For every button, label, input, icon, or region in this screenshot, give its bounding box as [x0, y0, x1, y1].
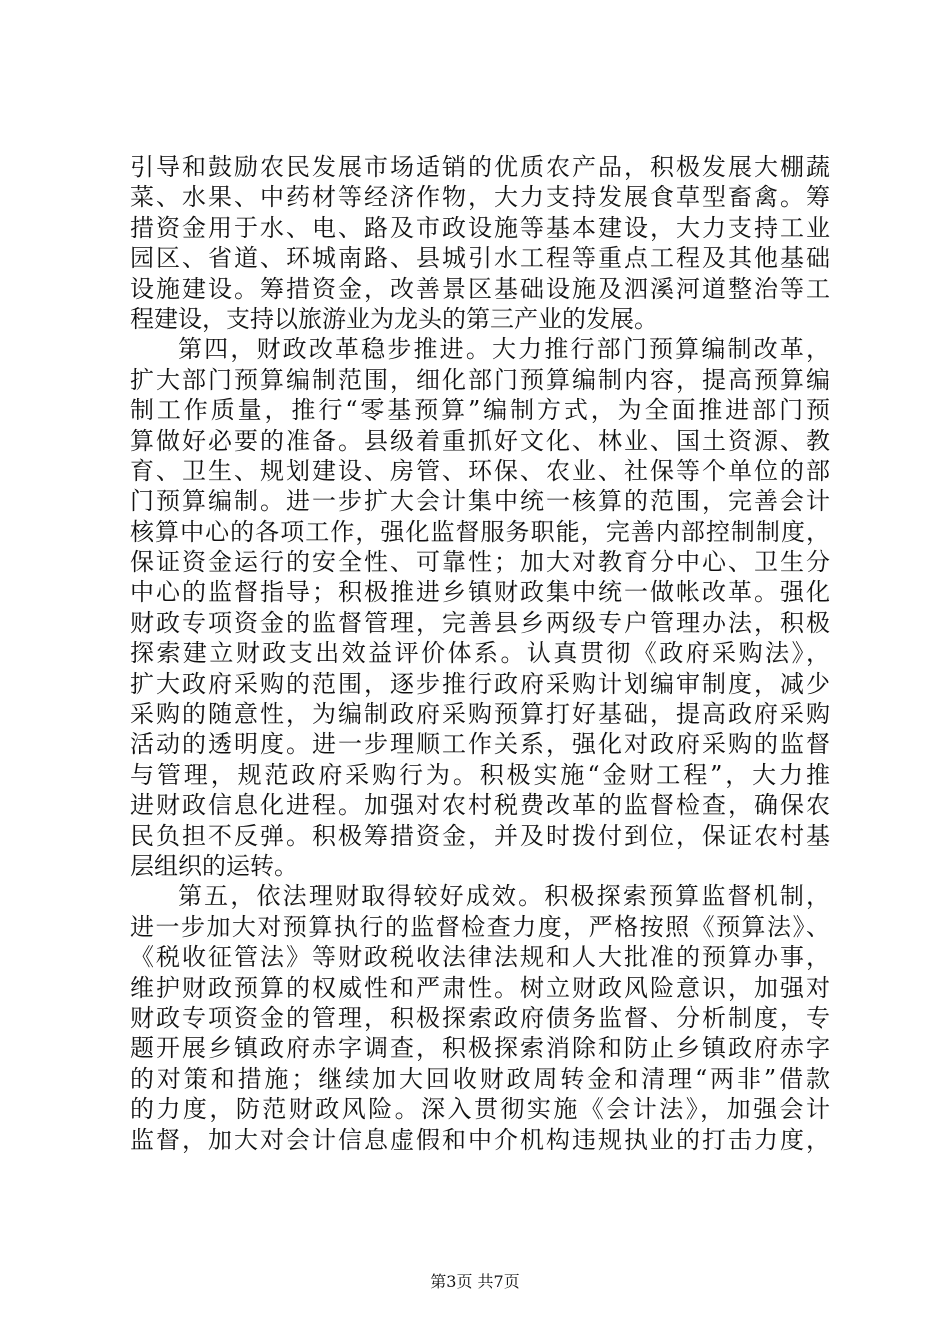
text-line: 门预算编制。进一步扩大会计集中统一核算的范围，完善会计 — [130, 487, 830, 516]
text-line: 程建设，支持以旅游业为龙头的第三产业的发展。 — [130, 304, 658, 333]
text-line: 探索建立财政支出效益评价体系。认真贯彻《政府采购法》， — [130, 639, 830, 668]
text-line: 《税收征管法》等财政税收法律法规和人大批准的预算办事， — [130, 943, 830, 972]
text-line: 算做好必要的准备。县级着重抓好文化、林业、国土资源、教 — [130, 426, 830, 455]
text-line: 与管理，规范政府采购行为。积极实施“金财工程”，大力推 — [130, 760, 830, 789]
text-line: 活动的透明度。进一步理顺工作关系，强化对政府采购的监督 — [130, 730, 830, 759]
text-line: 菜、水果、中药材等经济作物，大力支持发展食草型畜禽。筹 — [130, 183, 830, 212]
text-line: 民负担不反弹。积极筹措资金，并及时拨付到位，保证农村基 — [130, 821, 830, 850]
text-line: 财政专项资金的管理，积极探索政府债务监督、分析制度，专 — [130, 1003, 830, 1032]
text-line: 进财政信息化进程。加强对农村税费改革的监督检查，确保农 — [130, 791, 830, 820]
text-line: 措资金用于水、电、路及市政设施等基本建设，大力支持工业 — [130, 213, 830, 242]
text-line: 监督，加大对会计信息虚假和中介机构违规执业的打击力度， — [130, 1125, 830, 1154]
text-line: 核算中心的各项工作，强化监督服务职能，完善内部控制制度， — [130, 517, 830, 546]
text-line: 育、卫生、规划建设、房管、环保、农业、社保等个单位的部 — [130, 456, 830, 485]
body-text — [130, 152, 830, 1155]
page-number-footer: 第3页 共7页 — [430, 1272, 520, 1291]
text-line: 设施建设。筹措资金，改善景区基础设施及泗溪河道整治等工 — [130, 274, 830, 303]
paragraph-start-line: 第五，依法理财取得较好成效。积极探索预算监督机制， — [178, 882, 830, 911]
text-line: 维护财政预算的权威性和严肃性。树立财政风险意识，加强对 — [130, 973, 830, 1002]
text-line: 引导和鼓励农民发展市场适销的优质农产品，积极发展大棚蔬 — [130, 153, 830, 181]
text-line: 采购的随意性，为编制政府采购预算打好基础，提高政府采购 — [130, 700, 830, 729]
text-line: 扩大部门预算编制范围，细化部门预算编制内容，提高预算编 — [130, 365, 830, 394]
text-line: 进一步加大对预算执行的监督检查力度，严格按照《预算法》、 — [130, 912, 830, 941]
text-line: 层组织的运转。 — [130, 851, 298, 880]
text-line: 财政专项资金的监督管理，完善县乡两级专户管理办法，积极 — [130, 608, 830, 637]
paragraph-start-line: 第四，财政改革稳步推进。大力推行部门预算编制改革， — [178, 335, 830, 364]
text-line: 中心的监督指导；积极推进乡镇财政集中统一做帐改革。强化 — [130, 578, 830, 607]
text-line: 的力度，防范财政风险。深入贯彻实施《会计法》，加强会计 — [130, 1095, 830, 1124]
text-line: 扩大政府采购的范围，逐步推行政府采购计划编审制度，减少 — [130, 669, 830, 698]
text-line: 制工作质量，推行“零基预算”编制方式，为全面推进部门预 — [130, 396, 830, 425]
text-line: 园区、省道、环城南路、县城引水工程等重点工程及其他基础 — [130, 244, 830, 273]
text-line: 题开展乡镇政府赤字调查，积极探索消除和防止乡镇政府赤字 — [130, 1034, 830, 1063]
text-line: 保证资金运行的安全性、可靠性；加大对教育分中心、卫生分 — [130, 548, 830, 577]
text-line: 的对策和措施；继续加大回收财政周转金和清理“两非”借款 — [130, 1064, 830, 1093]
